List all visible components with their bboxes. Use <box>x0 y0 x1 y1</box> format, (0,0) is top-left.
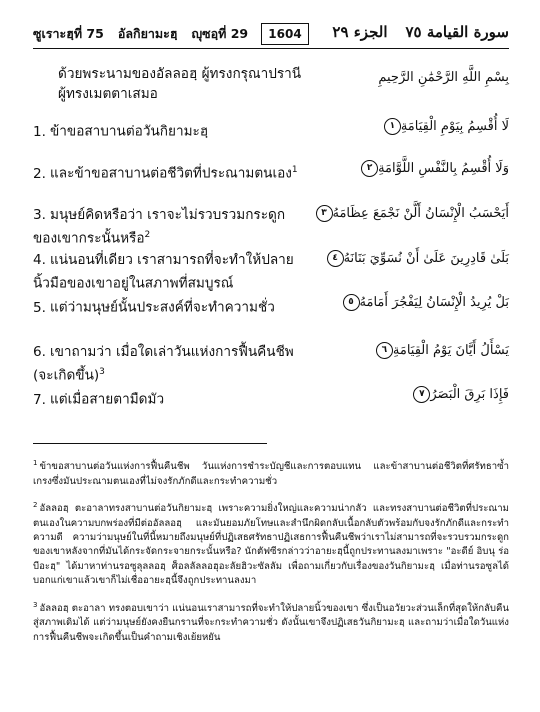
ayah-number-badge: ٥ <box>343 294 360 311</box>
basmala-arabic: بِسْمِ اللَّهِ الرَّحْمَٰنِ الرَّحِيمِ <box>378 70 509 85</box>
footnotes <box>33 456 509 654</box>
verse-arabic: وَلَا أُقْسِمُ بِالنَّفْسِ اللَّوَّامَةِ٢ <box>358 160 509 177</box>
juz-thai: ญุซอฺที่ 29 <box>191 26 249 41</box>
basmala-thai: ด้วยพระนามของอัลลอฮฺ ผู้ทรงกรุณาปรานี ผู้ทรงเมตตาเสมอ <box>58 66 302 102</box>
ayah-number-badge: ٤ <box>327 250 344 267</box>
verse-arabic: فَإِذَا بَرِقَ الْبَصَرُ٧ <box>410 386 509 403</box>
juz-arabic: الجزء ٢٩ <box>332 23 388 41</box>
verse-thai: 7. แต่เมื่อสายตามืดมัว <box>33 391 165 408</box>
basmala-row <box>33 64 509 106</box>
surah-name-thai: อัลกิยามะฮฺ <box>117 26 178 41</box>
verse-arabic: أَيَحْسَبُ الْإِنْسَانُ أَلَّنْ نَجْمَعَ عِظَامَهُ٣ <box>313 205 510 222</box>
footnote-rule <box>33 443 267 444</box>
footnote: $^2$ อัลลอฮฺ ตะอาลาทรงสาบานต่อวันกิยามะฮฺ เพราะความยิ่งใหญ่และความน่ากลัว และทรงสาบานต่อชีวิตที่ประณามตนเองในความบกพร่องที่มีต่ออัลลอฮฺ และมันยอมภัยโทษและสำนึกผิดกลับเนื้อกลับตัวพร้อมกับจงรักภักดีและกระทำความดี ความว่ามนุษย์ในที่นี้หมายถึงมนุษย์ที่ปฏิเสธศรัทธาปฏิเสธการฟื้นคืนชีพว่าเราไม่สามารถที่จะรวบรวมกระดูกของเขาหลังจากที่มันได้กระจัดกระจายกระนั้นหรือ? นักตัฟซีรกล่าวว่าอายะฮฺนี้ถูกประทานลงมาเพราะ "อะดีย์ อิบนุ ร่อบีอะฮฺ" ได้มาหาท่านรอซูลุลลอฮฺ ศ็อลลัลลอฮุอะลัยฮิวะซัลลัม เพื่อถามเกี่ยวกับเรื่องของวันกิยามะฮฺ เมื่อท่านรอซูลได้บอกแก่เขาแล้วเขาก็ไม่เชื่ออายะฮฺนี้จึงถูกประทานลงมา <box>33 501 509 587</box>
verse-thai: 6. เขาถามว่า เมื่อใดเล่าวันแห่งการฟื้นคืนชีพ (จะเกิดขึ้น)$^3$ <box>33 344 294 384</box>
verse-arabic: بَلَىٰ قَادِرِينَ عَلَىٰ أَنْ نُسَوِّيَ بَنَانَهُ٤ <box>324 250 509 267</box>
ayah-number-badge: ٣ <box>316 205 333 222</box>
verse-arabic: لَا أُقْسِمُ بِيَوْمِ الْقِيَامَةِ١ <box>381 118 509 135</box>
surah-number-thai: ซูเราะฮฺที่ 75 <box>33 26 104 41</box>
ayah-number-badge: ٢ <box>361 160 378 177</box>
verse-arabic: يَسْأَلُ أَيَّانَ يَوْمُ الْقِيَامَةِ٦ <box>373 342 509 359</box>
footnote: $^1$ ข้าขอสาบานต่อวันแห่งการฟื้นคืนชีพ วันแห่งการชำระบัญชีและการตอบแทน และข้าสาบานต่อชีวิตที่ศรัทธาซ้ำเกรงซึ่งมันประณามตนเองที่ไม่จงรักภักดีและกระทำความชั่ว <box>33 459 509 487</box>
verse-thai: 1. ข้าขอสาบานต่อวันกิยามะฮฺ <box>33 123 209 140</box>
page-number-box: 1604 <box>261 23 309 45</box>
verse-arabic: بَلْ يُرِيدُ الْإِنْسَانُ لِيَفْجُرَ أَمَامَهُ٥ <box>340 294 509 311</box>
verse-thai: 5. แต่ว่ามนุษย์นั้นประสงค์ที่จะทำความชั่ว <box>33 299 275 316</box>
verse-thai: 3. มนุษย์คิดหรือว่า เราจะไม่รวบรวมกระดูกของเขากระนั้นหรือ$^2$ <box>33 207 286 247</box>
verse-thai: 2. และข้าขอสาบานต่อชีวิตที่ประณามตนเอง$^1$ <box>33 165 298 182</box>
ayah-number-badge: ٦ <box>376 342 393 359</box>
page-header <box>33 22 509 46</box>
surah-arabic: سورة القيامة ٧٥ <box>405 23 509 41</box>
header-arabic <box>332 23 509 41</box>
header-rule <box>33 48 509 49</box>
ayah-number-badge: ٧ <box>413 386 430 403</box>
verse-thai: 4. แน่นอนที่เดียว เราสามารถที่จะทำให้ปลายนิ้วมือของเขาอยู่ในสภาพที่สมบูรณ์ <box>33 252 294 292</box>
header-thai <box>33 24 248 44</box>
ayah-number-badge: ١ <box>384 118 401 135</box>
footnote: $^3$ อัลลอฮฺ ตะอาลา ทรงตอบเขาว่า แน่นอนเราสามารถที่จะทำให้ปลายนิ้วของเขา ซึ่งเป็นอวัยวะส่วนเล็กที่สุดให้กลับคืนสู่สภาพเดิมได้ แต่ว่ามนุษย์ยังคงยืนกรานที่จะกระทำความชั่ว ดังนั้นเขาจึงปฏิเสธวันกิยามะฮฺ และถามว่าเมื่อใดวันแห่งการฟื้นคืนชีพจะเกิดขึ้นเป็นคำถามเชิงเย้ยหยัน <box>33 600 509 643</box>
